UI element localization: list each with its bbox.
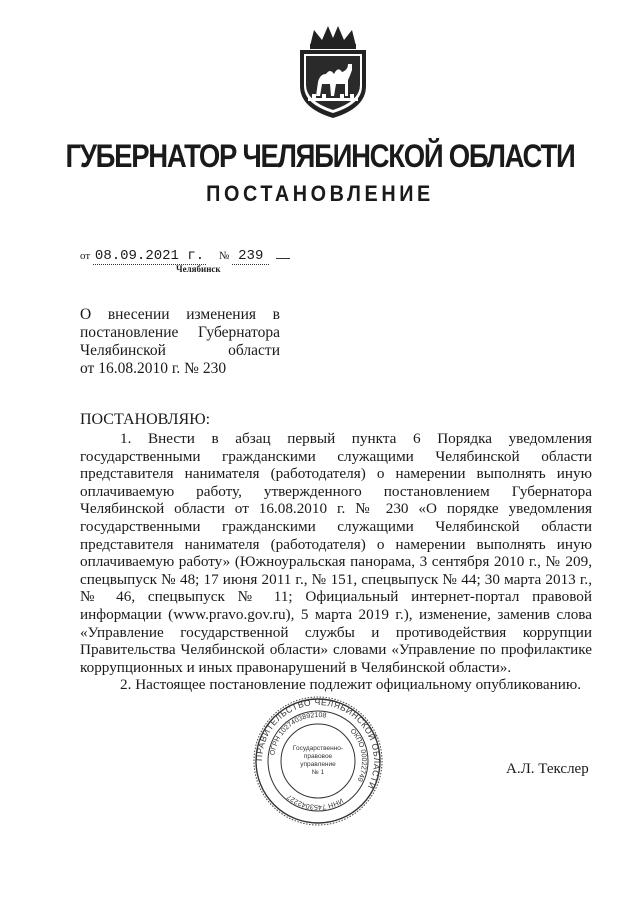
seal-center-line: правовое [303, 753, 333, 760]
seal-inn: ИНН 7453042227 [286, 792, 345, 811]
document-body [80, 430, 592, 694]
signatory-name: А.Л. Текслер [506, 761, 589, 777]
seal-center-line: Государственно- [292, 745, 344, 752]
issuing-authority-title: ГУБЕРНАТОР ЧЕЛЯБИНСКОЙ ОБЛАСТИ [65, 138, 575, 174]
body-line: 2. Настоящее постановление подлежит официальному опубликованию. [120, 676, 582, 694]
seal-ogrn: ОГРН 1027403892108 [269, 711, 327, 756]
document-date-number-line [80, 248, 290, 264]
subject-line: от 16.08.2010 г. № 230 [80, 360, 227, 377]
seal-center-line: № 1 [311, 769, 325, 776]
body-line: № 46, спецвыпуск № 11; Официальный интернет-портал правовой [80, 588, 592, 606]
body-line: коррупционных и иных правонарушений в Челябинской области». [80, 658, 512, 676]
body-line: Правительства Челябинской области» словами «Управление по профилактике [80, 641, 592, 659]
body-line: «Управление государственной службы и противодействия коррупции [80, 623, 592, 641]
seal-outer-text: ПРАВИТЕЛЬСТВО ЧЕЛЯБИНСКОЙ ОБЛАСТИ [253, 696, 383, 792]
number-underline [276, 258, 290, 259]
number-prefix: № [218, 250, 230, 262]
body-line: оплачиваемую работу, утвержденного постановлением Губернатора [80, 482, 592, 500]
document-date: 08.09.2021 г. [94, 248, 205, 264]
subject-line: постановление Губернатора [80, 324, 280, 341]
body-line: государственными гражданскими служащими Челябинской области [80, 447, 592, 465]
body-line: спецвыпуск № 48; 17 июня 2011 г., № 151, спецвыпуск № 44; 30 марта 2013 г., [80, 570, 592, 588]
svg-text:ОКПО 00022749 [349, 728, 367, 783]
document-subject [80, 306, 280, 378]
body-line: 1. Внести в абзац первый пункта 6 Порядка уведомления [120, 430, 592, 447]
body-line: представителя нанимателя (работодателя) о намерении выполнять иную [80, 535, 592, 553]
body-line: информации (www.pravo.gov.ru), 5 марта 2019 г.), изменение, заменив слова [80, 605, 592, 623]
subject-line: О внесении изменения в [80, 306, 280, 323]
city-label: Челябинск [176, 264, 221, 274]
decree-heading: ПОСТАНОВЛЯЮ: [80, 411, 211, 428]
body-line: государственными гражданскими служащими Челябинской области [80, 517, 592, 535]
date-prefix: от [80, 250, 91, 262]
body-line: представителя нанимателя (работодателя) о намерении выполнять иную [80, 465, 592, 483]
coat-of-arms-icon [290, 24, 376, 120]
seal-center-line: управление [300, 761, 336, 768]
document-number: 239 [232, 248, 269, 265]
body-line: оплачиваемую работу» (Южноуральская панорама, 3 сентября 2010 г., № 209, [80, 553, 592, 571]
official-seal-icon [252, 695, 384, 827]
subject-line: Челябинской области [80, 342, 280, 359]
document-type-title: ПОСТАНОВЛЕНИЕ [206, 181, 434, 206]
body-line: Челябинской области от 16.08.2010 г. № 230 «О порядке уведомления [80, 500, 592, 518]
seal-okpo: ОКПО 00022749 [348, 727, 368, 783]
